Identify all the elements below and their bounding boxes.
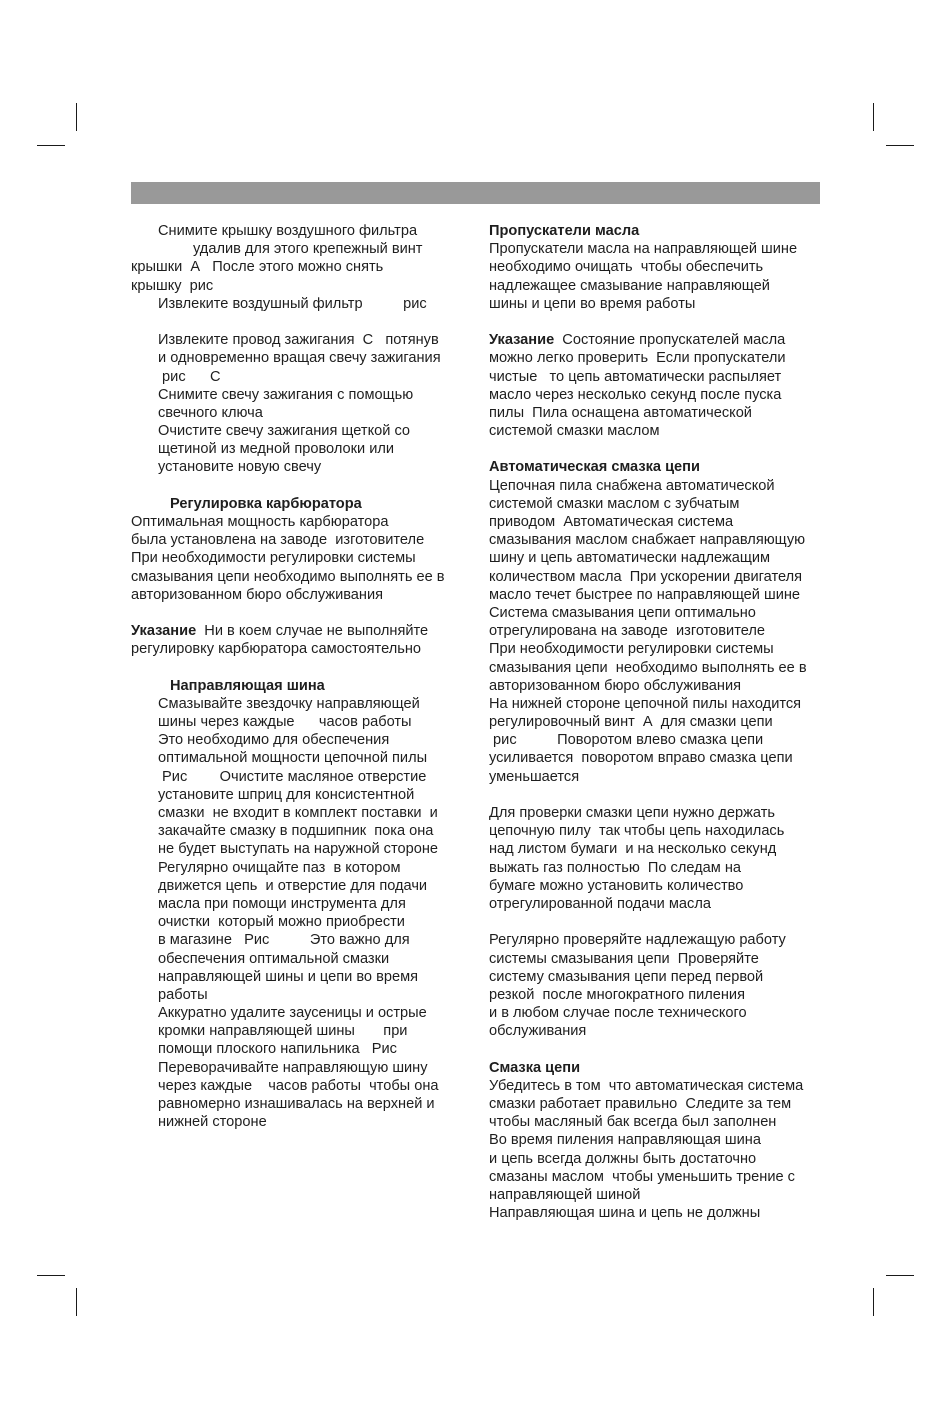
text-line: направляющей шиной — [489, 1186, 641, 1203]
text-line: рис Поворотом влево смазка цепи — [489, 732, 764, 749]
text-line: При необходимости регулировки системы — [131, 550, 416, 567]
crop-mark-bottom-left-horizontal — [37, 1275, 65, 1276]
text-line: можно легко проверить Если пропускатели — [489, 350, 786, 367]
text-line: смазывания цепи необходимо выполнять ее в — [489, 659, 807, 676]
text-line: шины и цепи во время работы — [489, 295, 696, 312]
text-line: системой смазки маслом с зубчатым — [489, 495, 740, 512]
text-line: Направляющая шина и цепь не должны — [489, 1205, 761, 1222]
text-line: Пропускатели масла на направляющей шине — [489, 241, 798, 258]
text-line — [489, 331, 827, 349]
note-label: Указание — [131, 623, 197, 640]
text-line: рис С — [158, 368, 221, 385]
text-line: щетиной из медной проволоки или — [158, 441, 395, 458]
text-line: Очистите свечу зажигания щеткой со — [158, 423, 411, 440]
text-line: Для проверки смазки цепи нужно держать — [489, 805, 775, 821]
note-label: Указание — [489, 332, 555, 349]
text-line: смазки работает правильно Следите за тем — [489, 1096, 792, 1112]
crop-mark-bottom-right-vertical — [873, 1288, 874, 1316]
text-line: Система смазывания цепи оптимально — [489, 604, 756, 621]
oil-passages-heading: Пропускатели масла — [489, 223, 640, 239]
text-line: регулировочный винт А для смазки цепи — [489, 714, 773, 731]
text-line: очистки который можно приобрести — [158, 914, 405, 931]
crop-mark-bottom-left-vertical — [76, 1288, 77, 1316]
text-line: систему смазывания цепи перед первой — [489, 968, 764, 985]
text-line: Во время пиления направляющая шина — [489, 1132, 761, 1149]
text-line: Извлеките воздушный фильтр рис — [158, 295, 427, 312]
text-line: отрегулирована на заводе изготовителе — [489, 623, 765, 640]
text-line: пилы Пила оснащена автоматической — [489, 404, 752, 421]
text-line: крышку рис — [131, 277, 214, 294]
text-line: Извлеките провод зажигания С потянув — [158, 332, 439, 349]
guide-bar-paragraph — [131, 695, 466, 1132]
text-line: крышки А После этого можно снять — [131, 259, 384, 276]
text-line: чтобы масляный бак всегда был заполнен — [489, 1114, 777, 1131]
text-line: работы — [158, 986, 208, 1003]
text-line: равномерно изнашивалась на верхней и — [158, 1096, 435, 1112]
text-line: смазывания маслом снабжает направляющую — [489, 532, 806, 549]
text-line: цепочную пилу так чтобы цепь находилась — [489, 823, 785, 840]
guide-bar-heading: Направляющая шина — [170, 677, 325, 694]
text-line: кромки направляющей шины при — [158, 1023, 408, 1040]
crop-mark-top-right-vertical — [873, 103, 874, 131]
text-line: не будет выступать на наружной стороне — [158, 841, 438, 858]
auto-lubrication-heading: Автоматическая смазка цепи — [489, 459, 700, 476]
text-line: авторизованном бюро обслуживания — [489, 677, 742, 694]
check-lubrication-paragraph — [489, 804, 827, 913]
oil-passages-paragraph — [489, 240, 827, 313]
text-line: масла при помощи инструмента для — [158, 895, 406, 912]
text-line: Аккуратно удалите заусеницы и острые — [158, 1005, 427, 1022]
air-filter-paragraph — [131, 222, 466, 313]
text-line: масло через несколько секунд после пуска — [489, 386, 782, 403]
text-line: закачайте смазку в подшипник пока она — [158, 823, 434, 840]
crop-mark-top-left-vertical — [76, 103, 77, 131]
text-line: шину и цепь автоматически надлежащим — [489, 550, 771, 567]
text-line: Смазывайте звездочку направляющей — [158, 695, 420, 712]
text-line: смазывания цепи необходимо выполнять ее в — [131, 568, 445, 585]
text-line: была установлена на заводе изготовителе — [131, 532, 425, 549]
text-line: обслуживания — [489, 1023, 587, 1040]
left-column — [131, 222, 466, 1131]
note-text: Ни в коем случае не выполняйте — [196, 623, 429, 640]
text-line: оптимальной мощности цепочной пилы — [158, 750, 428, 767]
text-line: системой смазки маслом — [489, 423, 660, 440]
text-line: Рис Очистите масляное отверстие — [158, 768, 427, 785]
text-line: уменьшается — [489, 768, 580, 785]
text-line: движется цепь и отверстие для подачи — [158, 877, 428, 894]
text-line: приводом Автоматическая система — [489, 514, 734, 530]
chain-lubrication-paragraph — [489, 1077, 827, 1223]
spark-plug-paragraph — [131, 331, 466, 477]
text-line: необходимо очищать чтобы обеспечить — [489, 259, 764, 276]
text-line: и одновременно вращая свечу зажигания — [158, 350, 441, 367]
text-line: выжать газ полностью По следам на — [489, 859, 742, 876]
text-line: шины через каждые часов работы — [158, 714, 412, 731]
text-line: Это необходимо для обеспечения — [158, 732, 390, 749]
text-line: и в любом случае после технического — [489, 1005, 747, 1022]
regular-check-paragraph — [489, 931, 827, 1040]
text-line: Снимите свечу зажигания с помощью — [158, 386, 414, 403]
text-line: чистые то цепь автоматически распыляет — [489, 368, 782, 385]
text-line: Убедитесь в том что автоматическая система — [489, 1077, 804, 1094]
text-line: свечного ключа — [158, 404, 263, 421]
text-line — [131, 622, 466, 640]
text-line: авторизованном бюро обслуживания — [131, 586, 384, 603]
text-line: над листом бумаги и на несколько секунд — [489, 841, 777, 858]
text-line: количеством масла При ускорении двигателя — [489, 568, 803, 585]
text-line: обеспечения оптимальной смазки — [158, 950, 390, 967]
text-line: бумаге можно установить количество — [489, 877, 744, 894]
text-line: отрегулированной подачи масла — [489, 895, 711, 912]
text-line: смазаны маслом чтобы уменьшить трение с — [489, 1168, 795, 1185]
note-text: Состояние пропускателей масла — [554, 332, 786, 349]
text-line: усиливается поворотом вправо смазка цепи — [489, 750, 793, 767]
carburetor-paragraph — [131, 513, 466, 604]
chain-lubrication-heading: Смазка цепи — [489, 1059, 581, 1076]
crop-mark-bottom-right-horizontal — [886, 1275, 914, 1276]
text-line: При необходимости регулировки системы — [489, 641, 774, 658]
section-header-bar — [131, 182, 820, 204]
text-line: через каждые часов работы чтобы она — [158, 1077, 439, 1094]
crop-mark-top-right-horizontal — [886, 145, 914, 146]
text-line: Снимите крышку воздушного фильтра — [158, 223, 418, 239]
text-line: Цепочная пила снабжена автоматической — [489, 477, 775, 494]
oil-passages-note — [489, 331, 827, 440]
text-line: масло течет быстрее по направляющей шине — [489, 586, 801, 603]
text-line: установите шприц для консистентной — [158, 786, 415, 803]
text-line: Переворачивайте направляющую шину — [158, 1059, 428, 1076]
text-line: установите новую свечу — [158, 459, 322, 476]
text-line: направляющей шины и цепи во время — [158, 968, 419, 985]
text-line: резкой после многократного пиления — [489, 986, 745, 1003]
right-column — [489, 222, 827, 1222]
carburetor-note — [131, 622, 466, 658]
text-line: нижней стороне — [158, 1114, 267, 1131]
text-line: и цепь всегда должны быть достаточно — [489, 1150, 757, 1167]
text-line: удалив для этого крепежный винт — [193, 241, 423, 258]
carburetor-heading: Регулировка карбюратора — [170, 495, 362, 512]
text-line: помощи плоского напильника Рис — [158, 1041, 397, 1058]
text-line: Регулярно проверяйте надлежащую работу — [489, 932, 786, 949]
crop-mark-top-left-horizontal — [37, 145, 65, 146]
text-line: системы смазывания цепи Проверяйте — [489, 950, 759, 967]
text-line: смазки не входит в комплект поставки и — [158, 805, 438, 821]
text-line: Регулярно очищайте паз в котором — [158, 859, 401, 876]
text-line: На нижней стороне цепочной пилы находится — [489, 695, 802, 712]
auto-lubrication-paragraph — [489, 477, 827, 786]
text-line: в магазине Рис Это важно для — [158, 932, 410, 949]
text-line: Оптимальная мощность карбюратора — [131, 514, 389, 530]
text-line: регулировку карбюратора самостоятельно — [131, 641, 422, 658]
text-line: надлежащее смазывание направляющей — [489, 277, 770, 294]
